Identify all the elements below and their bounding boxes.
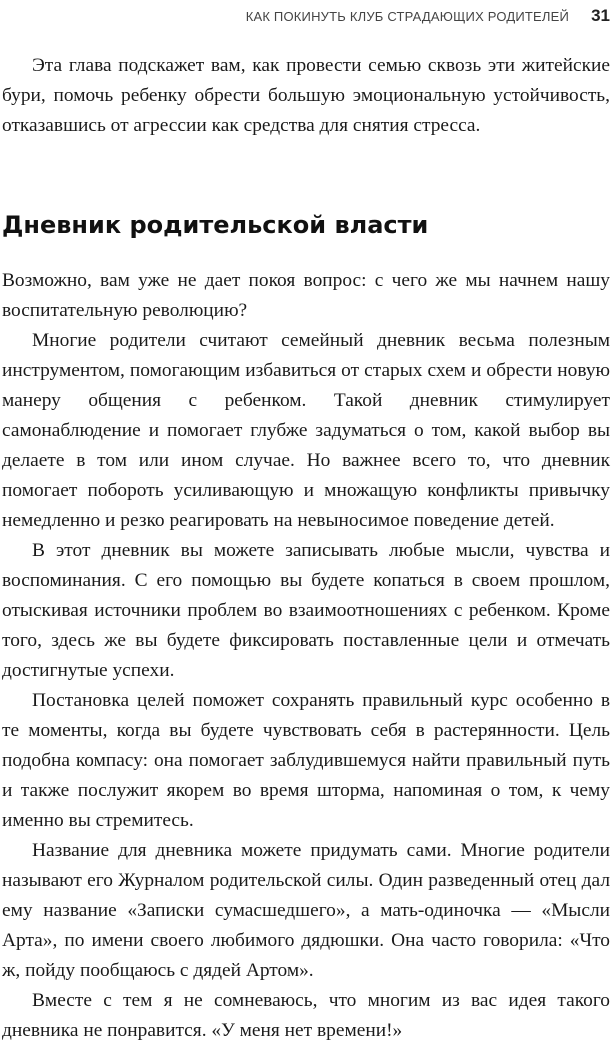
intro-paragraph: Эта глава подскажет вам, как провести семью сквозь эти житейские бури, помочь ребенку обрести большую эмоциональную устойчивость, отказавшись от агрессии как средства для снятия стресса. (2, 55, 610, 136)
paragraph-2: Многие родители считают семейный дневник весьма полезным инструментом, помогающим избавиться от старых схем и обрести новую манеру общения с ребенком. Такой дневник стимулирует самонаблюдение и помогает глубже задуматься о том, какой выбор вы делаете в том или ином случае. Но важнее всего то, что дневник помогает побороть усиливающую и множащую конфликты привычку немедленно и резко реагировать на невыносимое поведение детей. (2, 330, 610, 531)
page-number: 31 (591, 6, 610, 25)
paragraph-4: Постановка целей поможет сохранять правильный курс особенно в те моменты, когда вы будете чувствовать себя в растерянности. Цель подобна компасу: она помогает заблудившемуся найти правильный путь и также послужит якорем во время шторма, напоминая о том, к чему именно вы стремитесь. (2, 690, 610, 831)
section-body (2, 266, 610, 1046)
paragraph-5: Название для дневника можете придумать сами. Многие родители называют его Журналом родительской силы. Один разведенный отец дал ему название «Записки сумасшедшего», а мать-одиночка — «Мысли Арта», по имени своего любимого дядюшки. Она часто говорила: «Что ж, пойду пообщаюсь с дядей Артом». (2, 840, 610, 981)
intro-text (2, 51, 610, 141)
running-title: КАК ПОКИНУТЬ КЛУБ СТРАДАЮЩИХ РОДИТЕЛЕЙ (245, 8, 570, 24)
paragraph-1: Возможно, вам уже не дает покоя вопрос: с чего же мы начнем нашу воспитательную революцию? (2, 270, 610, 321)
paragraph-6: Вместе с тем я не сомневаюсь, что многим из вас идея такого дневника не понравится. «У меня нет времени!» (2, 990, 610, 1041)
running-header (0, 6, 610, 26)
paragraph-3: В этот дневник вы можете записывать любые мысли, чувства и воспоминания. С его помощью вы будете копаться в своем прошлом, отыскивая источники проблем во взаимоотношениях с ребенком. Кроме того, здесь же вы будете фиксировать поставленные цели и отмечать достигнутые успехи. (2, 540, 610, 681)
section-heading: Дневник родительской власти (2, 211, 429, 239)
